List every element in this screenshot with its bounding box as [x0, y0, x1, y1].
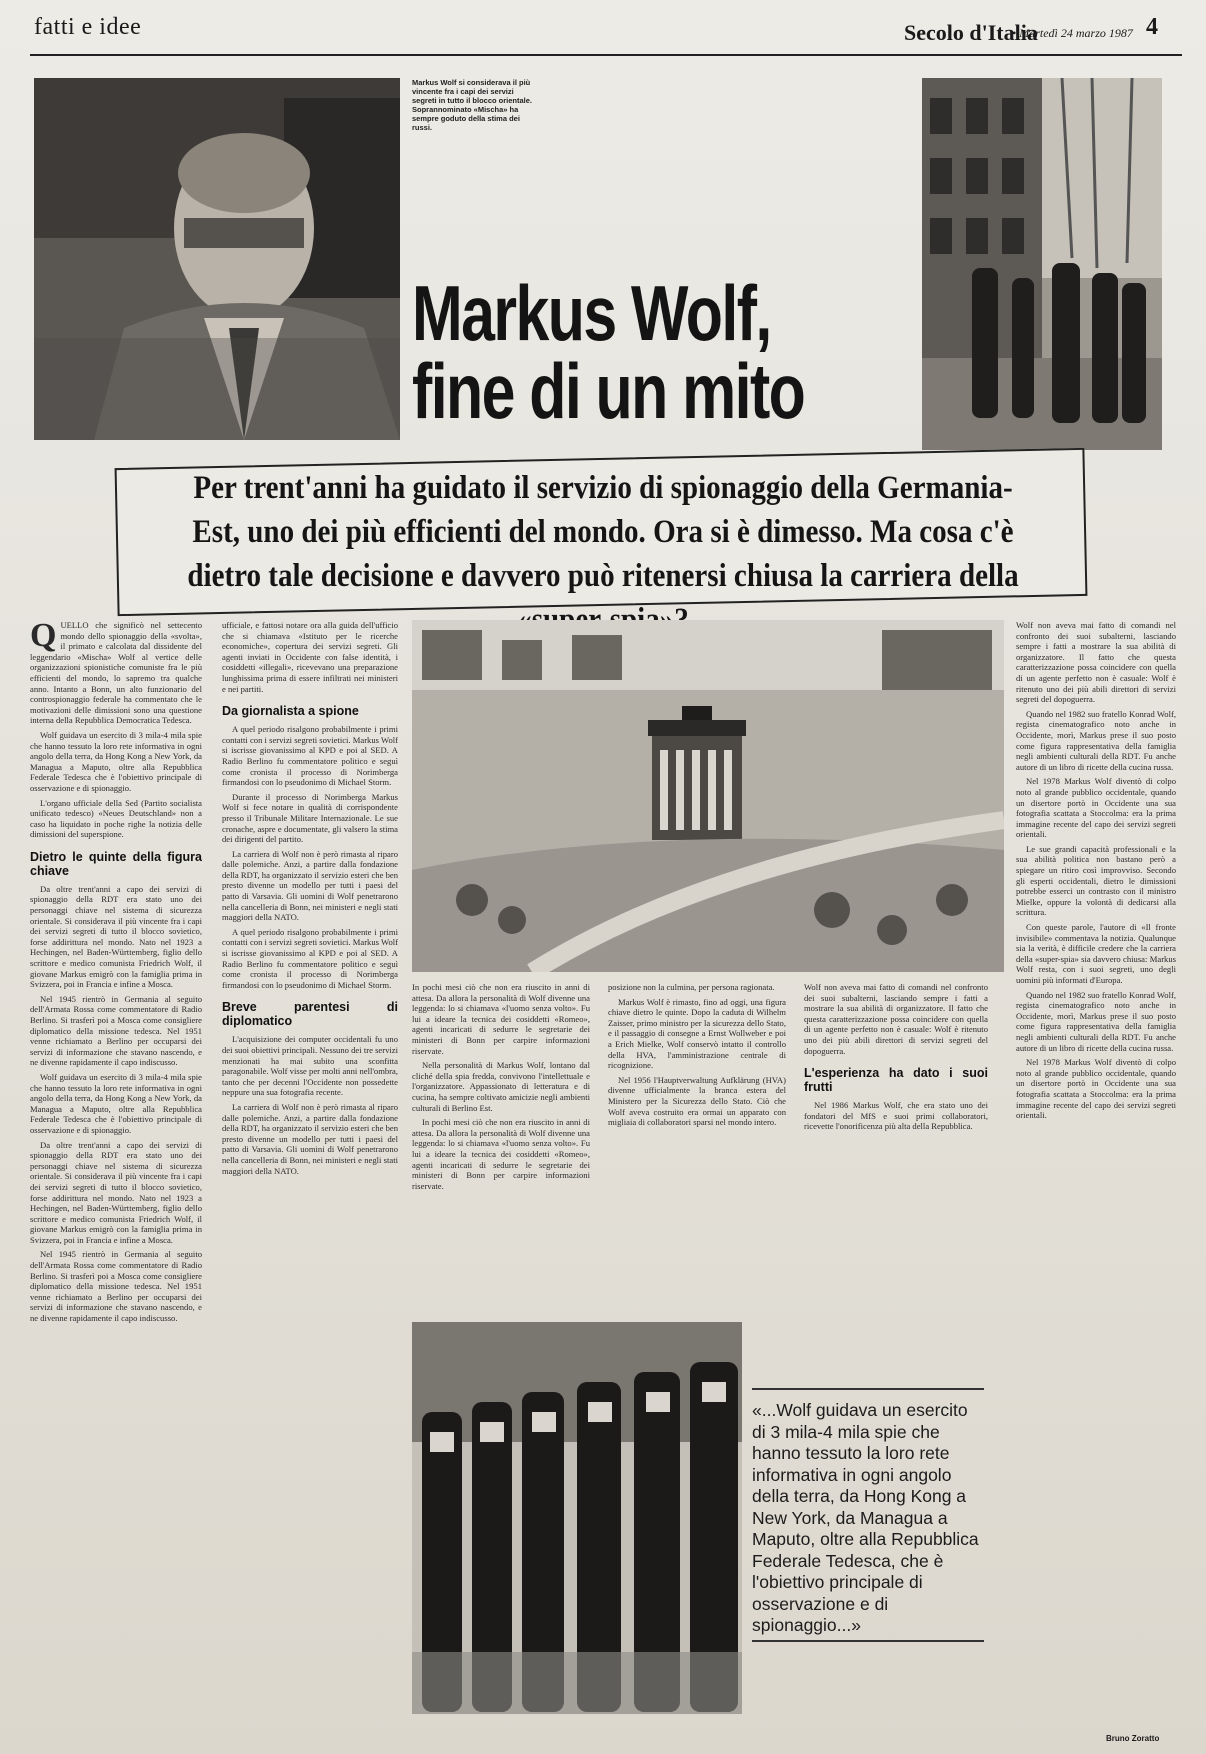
headline-line1: Markus Wolf,	[412, 269, 771, 357]
pullquote-rule-bottom	[752, 1640, 984, 1642]
drop-cap: Q	[30, 620, 57, 654]
paragraph: Nel 1956 l'Hauptverwaltung Aufklärung (HVA) divenne ufficialmente la branca estera del Ministero per la Sicurezza dello Stato. Ciò che Wolf aveva costruito era ormai un apparato con migliaia di collaboratori sparsi nel mondo intero.	[608, 1074, 786, 1128]
paragraph: In pochi mesi ciò che non era riuscito in anni di attesa. Da allora la personalità di Wolf divenne una leggenda: lo si chiamava «l'uomo senza volto». Fu lui a ideare la tecnica dei cosiddetti «Romeo», agenti incaricati di sedurre le segretarie dei ministeri di Bonn per carpire informazioni riservate.	[412, 982, 590, 1056]
article-column-3	[412, 982, 590, 1312]
issue-date: • Martedì 24 marzo 1987	[1012, 26, 1133, 40]
paragraph: La carriera di Wolf non è però rimasta al riparo dalle polemiche. Anzi, a partire dalla fondazione della RDT, ha organizzato il servizio esteri che ben presto divenne un modello per tutti i paesi del patto di Varsavia. Gli uomini di Wolf penetrarono nella cancelleria di Bonn, nei ministeri e negli stati maggiori della NATO.	[222, 848, 398, 923]
headline	[412, 269, 805, 435]
paragraph: Quando nel 1982 suo fratello Konrad Wolf, regista cinematografico noto anche in Occidente, morì, Markus prese il suo posto come figura rappresentativa della famiglia negli ambienti culturali della RDT. Fu anche autore di un libro di ricette della cucina russa.	[1016, 989, 1176, 1053]
subheading: L'esperienza ha dato i suoi frutti	[804, 1066, 988, 1095]
paragraph: Le sue grandi capacità professionali e la sua abilità politica non bastano però a spiegare un ritiro così improvviso. Secondo gli esperti occidentali, dietro le dimissioni potrebbe esserci un contrasto con il ministro Mielke, oppure la volontà di dedicarsi alla scrittura.	[1016, 843, 1176, 918]
parade-photo	[412, 1322, 742, 1714]
paragraph: Da oltre trent'anni a capo dei servizi di spionaggio della RDT era stato uno dei personaggi chiave nel sistema di sicurezza orientale. Si considerava il più vincente fra i capi dei servizi segreti di tutto il blocco sovietico, forse addirittura nel mondo. Nato nel 1923 a Hechingen, nel Baden-Württemberg, figlio dello scrittore e medico comunista Friedrich Wolf, il giovane Markus emigrò con la famiglia prima in Svizzera, poi in Francia e infine a Mosca.	[30, 883, 202, 990]
brandenburg-gate-photo	[412, 620, 1004, 972]
section-title: fatti e idee	[34, 14, 142, 40]
paragraph: Nella personalità di Markus Wolf, lontano dal cliché della spia fredda, convivono l'intellettuale e l'organizzatore. Appassionato di letteratura e di cucina, ha sempre coltivato amicizie negli ambienti culturali di Berlino Est.	[412, 1060, 590, 1113]
paragraph: La carriera di Wolf non è però rimasta al riparo dalle polemiche. Anzi, a partire dalla fondazione della RDT, ha organizzato il servizio esteri che ben presto divenne un modello per tutti i paesi del patto di Varsavia. Gli uomini di Wolf penetrarono nella cancelleria di Bonn, nei ministeri e negli stati maggiori della NATO.	[222, 1101, 398, 1176]
subheading: Dietro le quinte della figura chiave	[30, 849, 202, 878]
headline-line2: fine di un mito	[412, 347, 805, 435]
intro-text: UELLO che significò nel settecento mondo dello spionaggio della «svolta», il primato e calcolata dal dissidente del leggendario «Mischa» Wolf al vertice delle organizzazioni spionistiche comuniste fra le più efficienti del mondo, lo sapremo tra qualche anno. Intanto a Bonn, un alto funzionario del controspionaggio federale ha commentato che le motivazioni delle dimissioni sono una questione interna della Repubblica Democratica Tedesca.	[30, 620, 202, 726]
paragraph: ufficiale, e fattosi notare ora alla guida dell'ufficio che si chiamava «Istituto per le ricerche economiche», copertura dei servizi segreti. Gli agenti inviati in Occidente con false identità, i cosiddetti «illegali», ricevevano una preparazione lunghissima prima di essere infiltrati nei ministeri e nei partiti.	[222, 620, 398, 694]
article-column-1	[30, 620, 202, 1720]
subheading: Da giornalista a spione	[222, 704, 359, 719]
paragraph: L'organo ufficiale della Sed (Partito socialista unificato tedesco) «Neues Deutschland» non a caso ha liquidato in poche righe la notizia delle dimissioni del superspione.	[30, 797, 202, 840]
paragraph: Nel 1986 Markus Wolf, che era stato uno dei fondatori del MfS e suoi primi collaboratori, ricevette l'onorificenza più alta della Repubblica.	[804, 1100, 988, 1132]
street-photo	[922, 78, 1162, 450]
paragraph: Nel 1945 rientrò in Germania al seguito dell'Armata Rossa come commentatore di Radio Berlino. Si trasferì poi a Mosca come consigliere diplomatico della missione tedesca. Nel 1951 venne richiamato a Berlino per occuparsi dei servizi di informazione che stavano nascendo, e ne divenne rapidamente il capo indiscusso.	[30, 993, 202, 1068]
pullquote-rule-top	[752, 1388, 984, 1390]
paragraph: Nel 1945 rientrò in Germania al seguito dell'Armata Rossa come commentatore di Radio Berlino. Si trasferì poi a Mosca come consigliere diplomatico della missione tedesca. Nel 1951 venne richiamato a Berlino per occuparsi dei servizi di informazione che stavano nascendo, e ne divenne rapidamente il capo indiscusso.	[30, 1249, 202, 1324]
pull-quote: «...Wolf guidava un esercito di 3 mila-4 mila spie che hanno tessuto la loro rete informativa in ogni angolo della terra, da Hong Kong a New York, da Managua a Maputo, oltre alla Repubblica Federale Tedesca, che è l'obiettivo principale di osservazione e di spionaggio...»	[752, 1400, 979, 1635]
paragraph: Wolf non aveva mai fatto di comandi nel confronto dei suoi subalterni, lasciando sempre i fatti a mostrare la sua abilità di organizzatore. Il fatto che questa caratterizzazione possa coincidere con quella di un agente perfetto non è casuale: Wolf è ritenuto uno dei più abili direttori di servizi segreti del dopoguerra.	[1016, 620, 1176, 705]
paragraph: Wolf guidava un esercito di 3 mila-4 mila spie che hanno tessuto la loro rete informativa in ogni angolo della terra, da Hong Kong a New York, da Managua a Maputo, oltre alla Repubblica Federale Tedesca che è l'obiettivo principale di osservazione e di spionaggio.	[30, 1071, 202, 1135]
subheading: Breve parentesi di diplomatico	[222, 1000, 398, 1029]
page-number: 4	[1146, 14, 1158, 40]
paper-name: Secolo d'Italia	[904, 20, 1038, 45]
paragraph: Wolf guidava un esercito di 3 mila-4 mila spie che hanno tessuto la loro rete informativa in ogni angolo della terra, da Hong Kong a New York, da Managua a Maputo, oltre alla Repubblica Federale Tedesca che è l'obiettivo principale di osservazione e di spionaggio.	[30, 729, 202, 793]
article-column-2	[222, 620, 398, 1720]
paragraph: Nel 1978 Markus Wolf diventò di colpo noto al grande pubblico occidentale, quando un disertore portò in Occidente una sua fotografia scattata a Stoccolma: era la prima immagine recente del capo dei servizi segreti orientali.	[1016, 776, 1176, 840]
paragraph: A quel periodo risalgono probabilmente i primi contatti con i servizi segreti sovietici. Markus Wolf si iscrisse giovanissimo al KPD e poi al SED. A Radio Berlino fu commentatore politico e seguì come cronista il processo di Norimberga firmandosi con lo pseudonimo di Michael Storm.	[222, 926, 398, 990]
paragraph: Da oltre trent'anni a capo dei servizi di spionaggio della RDT era stato uno dei personaggi chiave nel sistema di sicurezza orientale. Si considerava il più vincente fra i capi dei servizi segreti di tutto il blocco sovietico, forse addirittura nel mondo. Nato nel 1923 a Hechingen, nel Baden-Württemberg, figlio dello scrittore e medico comunista Friedrich Wolf, il giovane Markus emigrò con la famiglia prima in Svizzera, poi in Francia e infine a Mosca.	[30, 1139, 202, 1245]
photo-caption: Markus Wolf si considerava il più vincente fra i capi dei servizi segreti in tutto il blocco orientale. Soprannominato «Mischa» ha sempre goduto della stima dei russi.	[412, 78, 533, 132]
paragraph: Nel 1978 Markus Wolf diventò di colpo noto al grande pubblico occidentale, quando un disertore portò in Occidente una sua fotografia scattata a Stoccolma: era la prima immagine recente del capo dei servizi segreti orientali.	[1016, 1057, 1176, 1121]
portrait-photo	[34, 78, 400, 440]
byline: Bruno Zoratto	[1106, 1734, 1160, 1743]
article-column-6	[1016, 620, 1176, 1720]
masthead-rule	[30, 54, 1182, 56]
paragraph: posizione non la culmina, per persona ragionata.	[608, 982, 775, 992]
paragraph: L'acquisizione dei computer occidentali fu uno dei suoi obiettivi principali. Nessuno dei tre servizi menzionati ha mai subito una sconfitta paragonabile. Wolf visse per molti anni nell'ombra, tanto che per decenni l'Occidente non possedette neppure una sua fotografia recente.	[222, 1034, 398, 1098]
article-column-5	[804, 982, 988, 1312]
paragraph: Markus Wolf è rimasto, fino ad oggi, una figura chiave dietro le quinte. Dopo la caduta di Wilhelm Zaisser, primo ministro per la sicurezza dello Stato, e il passaggio di consegne a Ernst Wollweber e poi a Erich Mielke, Wolf conservò intatto il controllo della HVA, l'amministrazione centrale di ricognizione.	[608, 996, 786, 1071]
paragraph: Quando nel 1982 suo fratello Konrad Wolf, regista cinematografico noto anche in Occidente, morì, Markus prese il suo posto come figura rappresentativa della famiglia negli ambienti culturali della RDT. Fu anche autore di un libro di ricette della cucina russa.	[1016, 708, 1176, 772]
paragraph: In pochi mesi ciò che non era riuscito in anni di attesa. Da allora la personalità di Wolf divenne una leggenda: lo si chiamava «l'uomo senza volto». Fu lui a ideare la tecnica dei cosiddetti «Romeo», agenti incaricati di sedurre le segretarie dei ministeri di Bonn per carpire informazioni riservate.	[412, 1117, 590, 1191]
paragraph: Durante il processo di Norimberga Markus Wolf si fece notare in qualità di corrispondente presso il Tribunale Militare Internazionale. Le sue cronache, aspre e documentate, gli valsero la stima dei dirigenti del partito.	[222, 791, 398, 845]
paragraph: Wolf non aveva mai fatto di comandi nel confronto dei suoi subalterni, lasciando sempre i fatti a mostrare la sua abilità di organizzatore. Il fatto che questa caratterizzazione possa coincidere con quella di un agente perfetto non è casuale: Wolf è ritenuto uno dei più abili direttori di servizi segreti del dopoguerra.	[804, 982, 988, 1056]
paragraph: A quel periodo risalgono probabilmente i primi contatti con i servizi segreti sovietici. Markus Wolf si iscrisse giovanissimo al KPD e poi al SED. A Radio Berlino fu commentatore politico e seguì come cronista il processo di Norimberga firmandosi con lo pseudonimo di Michael Storm.	[222, 724, 398, 788]
paragraph: Con queste parole, l'autore di «Il fronte invisibile» commentava la notizia. Qualunque sia la verità, è difficile credere che la carriera della «super-spia» sia davvero chiusa: Markus Wolf resta, con i suoi segreti, uno degli uomini più informati d'Europa.	[1016, 922, 1176, 985]
article-column-4	[608, 982, 786, 1312]
deck-subheadline: Per trent'anni ha guidato il servizio di spionaggio della Germania-Est, uno dei più efficienti del mondo. Ora si è dimesso. Ma cosa c'è dietro tale decisione e davvero può ritenersi chiusa la carriera della	[187, 470, 1019, 594]
